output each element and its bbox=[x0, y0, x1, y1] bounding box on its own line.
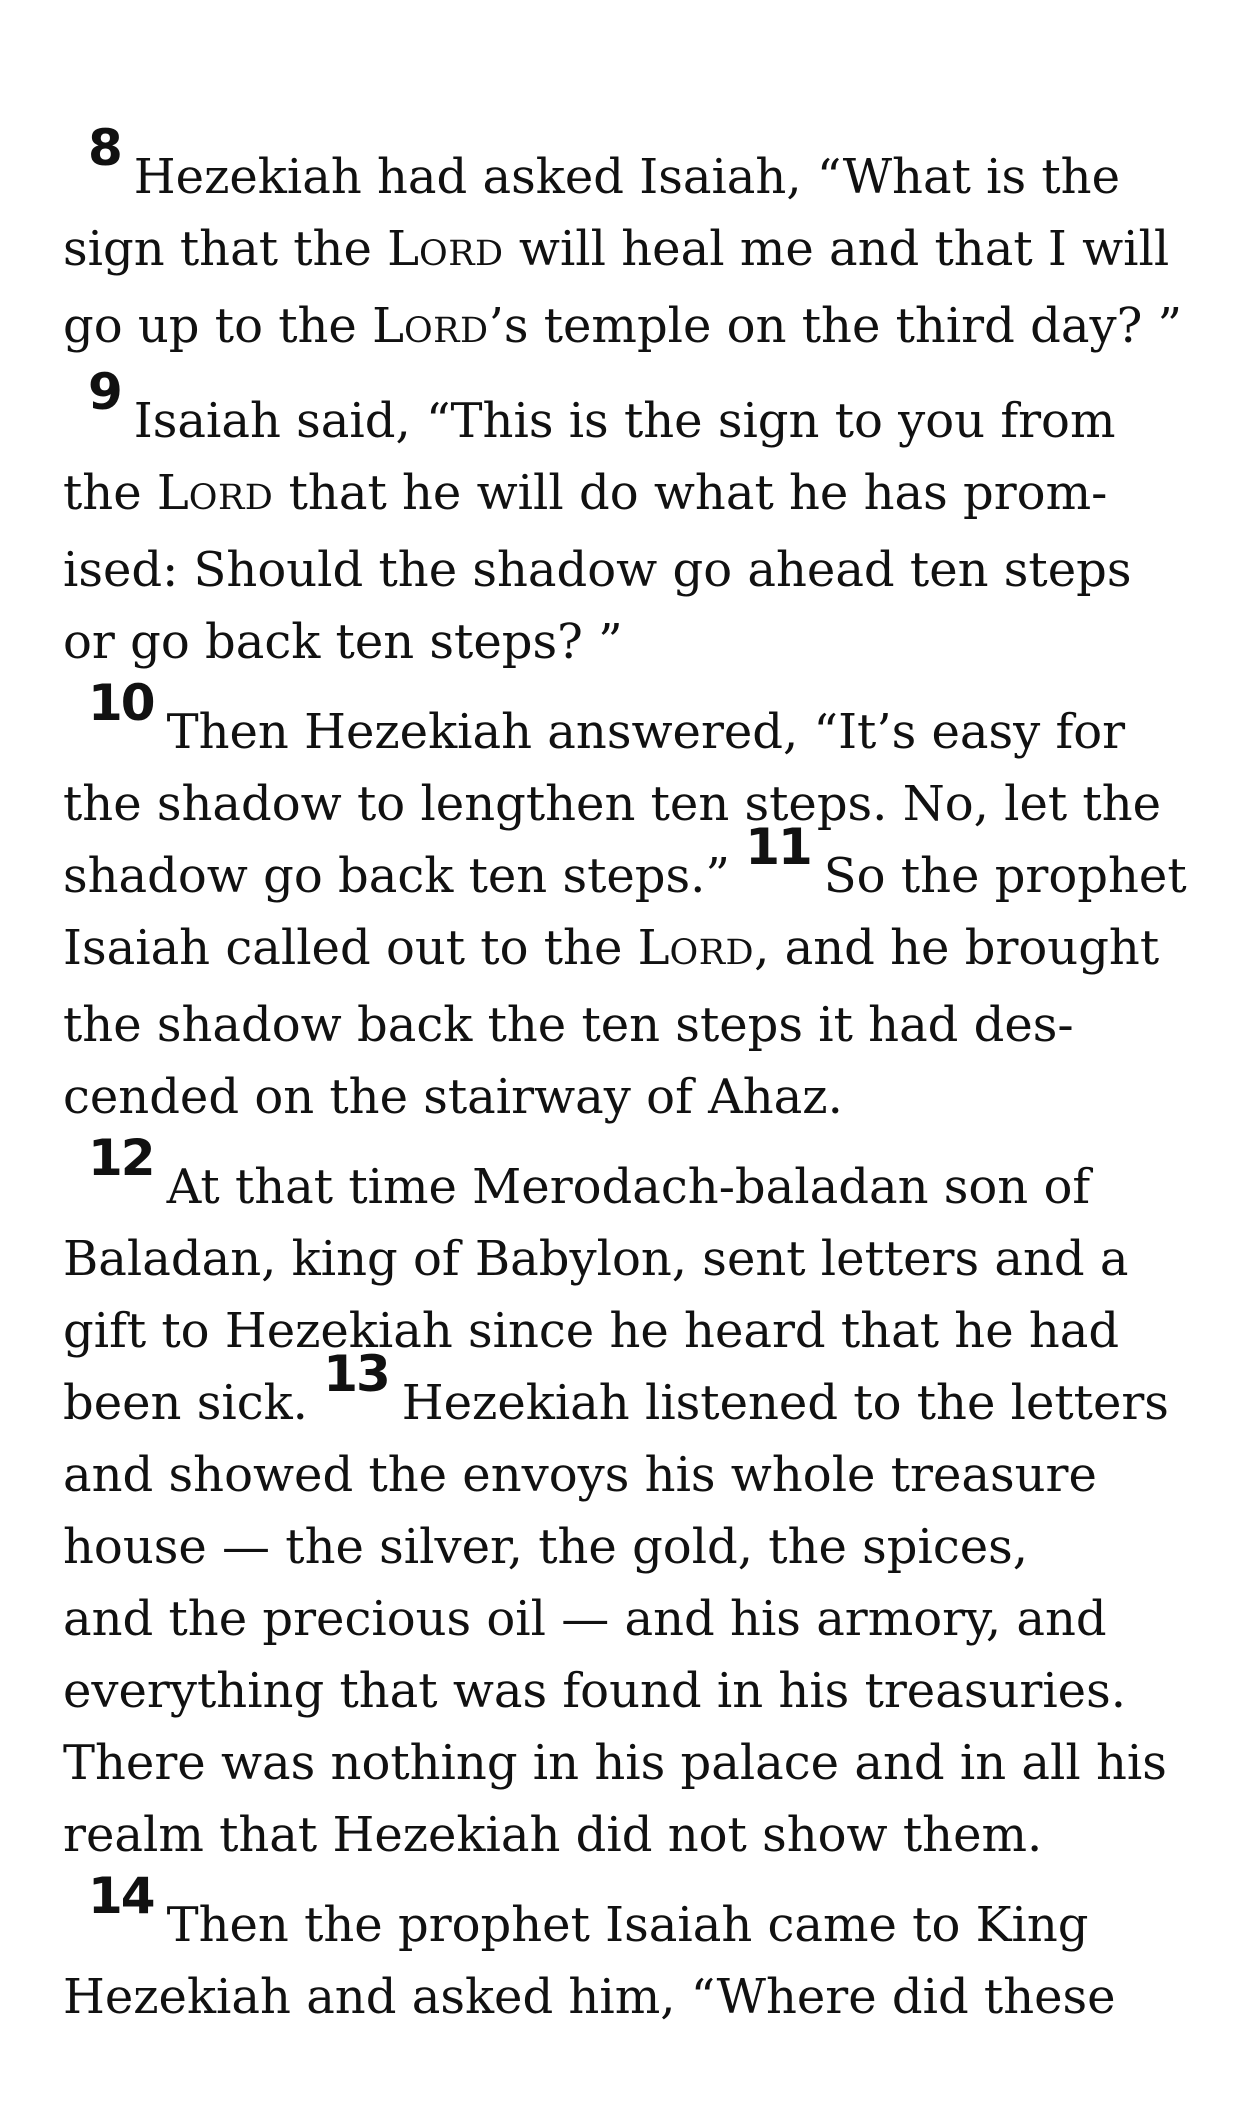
text-line bbox=[63, 290, 1242, 367]
text-run: and the precious oil — and his armory, and bbox=[63, 1591, 1107, 1647]
text-run: Isaiah said, “This is the sign to you from bbox=[133, 393, 1116, 449]
verse-paragraph bbox=[63, 119, 1242, 367]
verse-number: 11 bbox=[745, 818, 811, 876]
text-run: been sick. bbox=[63, 1375, 324, 1431]
text-run: the shadow to lengthen ten steps. No, let the bbox=[63, 776, 1162, 832]
verse-number: 9 bbox=[88, 363, 121, 421]
text-run: will heal me and that I will bbox=[503, 221, 1170, 277]
text-line bbox=[63, 674, 1242, 768]
divine-name: LORD bbox=[637, 920, 755, 976]
verse-number: 14 bbox=[88, 1867, 154, 1925]
verse-paragraph bbox=[63, 674, 1242, 1133]
verse-number: 12 bbox=[88, 1129, 154, 1187]
scripture-text bbox=[63, 119, 1242, 2033]
text-line bbox=[63, 1295, 1242, 1367]
text-line bbox=[63, 1799, 1242, 1871]
text-run: house — the silver, the gold, the spices, bbox=[63, 1519, 1029, 1575]
verse-number: 13 bbox=[323, 1345, 389, 1403]
divine-name-small-caps: ORD bbox=[403, 311, 489, 351]
text-line bbox=[63, 1129, 1242, 1223]
text-run: go up to the bbox=[63, 298, 373, 354]
text-run: Isaiah called out to the bbox=[63, 920, 638, 976]
text-line bbox=[63, 818, 1242, 912]
text-run: the bbox=[63, 465, 157, 521]
text-run: So the prophet bbox=[823, 848, 1187, 904]
divine-name-small-caps: ORD bbox=[188, 478, 274, 518]
text-line bbox=[63, 1583, 1242, 1655]
text-line bbox=[63, 119, 1242, 213]
text-run: Then the prophet Isaiah came to King bbox=[166, 1897, 1089, 1953]
text-run: the shadow back the ten steps it had des- bbox=[63, 997, 1074, 1053]
text-run: gift to Hezekiah since he heard that he had bbox=[63, 1303, 1120, 1359]
text-line bbox=[63, 606, 1242, 678]
verse-number: 8 bbox=[88, 119, 121, 177]
text-line bbox=[63, 1345, 1242, 1439]
text-run: Baladan, king of Babylon, sent letters and a bbox=[63, 1231, 1129, 1287]
text-line bbox=[63, 912, 1242, 989]
text-line bbox=[63, 1727, 1242, 1799]
text-run: ised: Should the shadow go ahead ten steps bbox=[63, 542, 1132, 598]
text-line bbox=[63, 1511, 1242, 1583]
text-line bbox=[63, 989, 1242, 1061]
text-line bbox=[63, 768, 1242, 840]
text-line bbox=[63, 1867, 1242, 1961]
text-line bbox=[63, 1655, 1242, 1727]
text-line bbox=[63, 1961, 1242, 2033]
text-run: cended on the stairway of Ahaz. bbox=[63, 1069, 843, 1125]
divine-name-small-caps: ORD bbox=[419, 234, 504, 274]
text-line bbox=[63, 534, 1242, 606]
divine-name-small-caps: ORD bbox=[669, 933, 755, 973]
text-run: , and he brought bbox=[754, 920, 1160, 976]
text-run: realm that Hezekiah did not show them. bbox=[63, 1807, 1043, 1863]
text-run: sign that the bbox=[63, 221, 388, 277]
verse-number: 10 bbox=[88, 674, 154, 732]
text-run: that he will do what he has prom- bbox=[273, 465, 1108, 521]
divine-name: LORD bbox=[387, 221, 504, 277]
text-run: Hezekiah and asked him, “Where did these bbox=[63, 1969, 1116, 2025]
text-run: shadow go back ten steps.” bbox=[63, 848, 746, 904]
verse-paragraph bbox=[63, 1867, 1242, 2033]
text-line bbox=[63, 1439, 1242, 1511]
text-run: Hezekiah listened to the letters bbox=[401, 1375, 1169, 1431]
text-line bbox=[63, 213, 1242, 290]
verse-paragraph bbox=[63, 1129, 1242, 1871]
text-line bbox=[63, 1061, 1242, 1133]
text-line bbox=[63, 457, 1242, 534]
divine-name: LORD bbox=[156, 465, 274, 521]
text-run: At that time Merodach-baladan son of bbox=[166, 1159, 1091, 1215]
text-line bbox=[63, 363, 1242, 457]
text-run: and showed the envoys his whole treasure bbox=[63, 1447, 1097, 1503]
text-run: Hezekiah had asked Isaiah, “What is the bbox=[133, 149, 1120, 205]
text-run: Then Hezekiah answered, “It’s easy for bbox=[166, 704, 1126, 760]
text-run: ’s temple on the third day? ” bbox=[488, 298, 1183, 354]
text-run: or go back ten steps? ” bbox=[63, 614, 623, 670]
text-run: everything that was found in his treasuries. bbox=[63, 1663, 1126, 1719]
text-line bbox=[63, 1223, 1242, 1295]
divine-name: LORD bbox=[372, 298, 489, 354]
verse-paragraph bbox=[63, 363, 1242, 678]
text-run: There was nothing in his palace and in all his bbox=[63, 1735, 1167, 1791]
